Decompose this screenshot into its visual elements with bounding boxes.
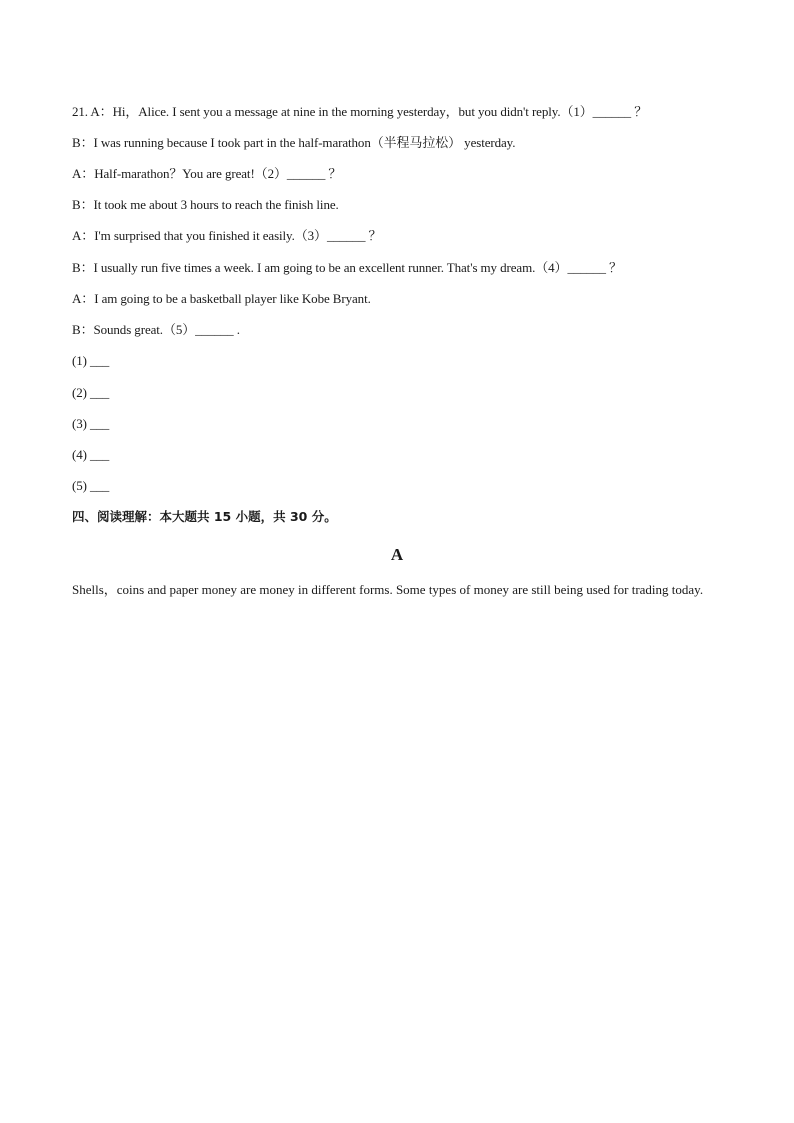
answer-blank-5: (5) ___ [72, 478, 110, 493]
dialogue-line-2: B：I was running because I took part in the half-marathon（半程马拉松） yesterday. [72, 135, 516, 150]
dialogue-line-8: B：Sounds great.（5）______ . [72, 322, 240, 337]
dialogue-line-4: B：It took me about 3 hours to reach the finish line. [72, 197, 339, 212]
answer-blank-3: (3) ___ [72, 416, 110, 431]
dialogue-line-5: A：I'm surprised that you finished it easily.（3）______ ？ [72, 228, 382, 243]
passage-title: A [390, 545, 404, 564]
dialogue-line-7: A：I am going to be a basketball player like Kobe Bryant. [72, 291, 371, 306]
dialogue-line-6: B：I usually run five times a week. I am going to be an excellent runner. That's my dream.（4）______ ？ [72, 260, 622, 275]
answer-blank-4: (4) ___ [72, 447, 110, 462]
section-heading: 四、阅读理解：本大题共 15 小题，共 30 分。 [72, 509, 337, 524]
dialogue-line-1: 21. A：Hi，Alice. I sent you a message at nine in the morning yesterday，but you didn't reply.（1）______ ？ [72, 104, 648, 119]
passage-body: Shells，coins and paper money are money in different forms. Some types of money are still being used for trading today. [72, 582, 704, 597]
dialogue-line-3: A：Half-marathon？You are great!（2）______ ？ [72, 166, 342, 181]
answer-blank-1: (1) ___ [72, 353, 110, 368]
answer-blank-2: (2) ___ [72, 385, 110, 400]
